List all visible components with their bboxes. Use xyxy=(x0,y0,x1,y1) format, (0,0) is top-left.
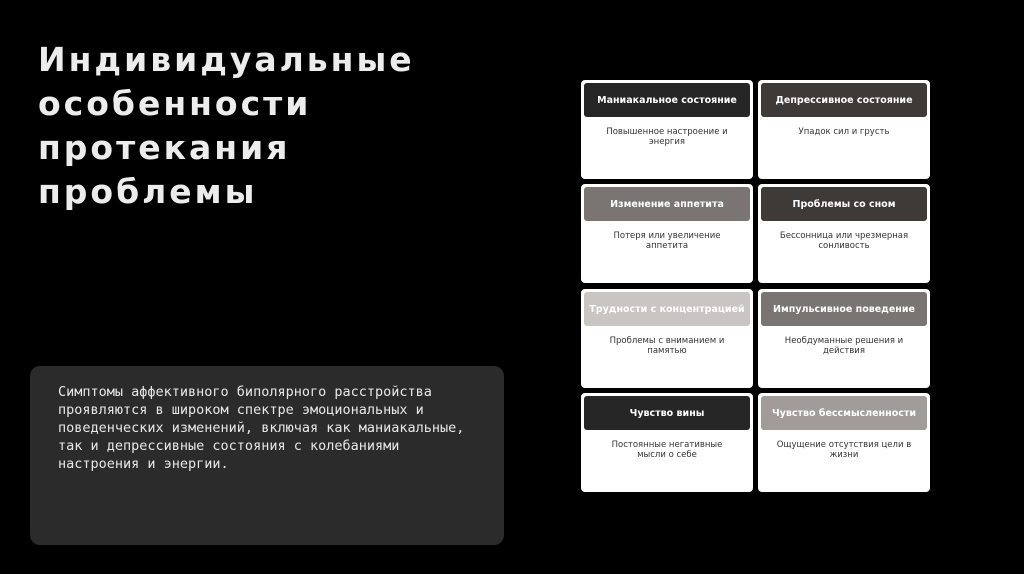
symptom-grid xyxy=(581,80,932,493)
card-heading: Импульсивное поведение xyxy=(761,292,927,326)
card-text: Упадок сил и грусть xyxy=(798,127,890,137)
symptom-card-impulsivity xyxy=(758,289,930,388)
card-text: Ощущение отсутствия цели в жизни xyxy=(776,440,912,460)
card-heading: Чувство вины xyxy=(584,396,750,430)
symptom-card-mania xyxy=(581,80,753,179)
card-text: Необдуманные решения и действия xyxy=(784,336,904,356)
symptom-card-depression xyxy=(758,80,930,179)
card-heading: Маниакальное состояние xyxy=(584,83,750,117)
card-text: Постоянные негативные мысли о себе xyxy=(611,440,723,460)
card-text: Проблемы с вниманием и памятью xyxy=(609,336,725,356)
card-text: Бессонница или чрезмерная сонливость xyxy=(779,231,909,251)
slide-title: Индивидуальные особенности протекания проблемы xyxy=(38,40,415,211)
symptom-card-sleep xyxy=(758,184,930,283)
symptom-card-meaninglessness xyxy=(758,393,930,492)
card-heading: Изменение аппетита xyxy=(584,187,750,221)
card-heading: Трудности с концентрацией xyxy=(584,292,750,326)
card-heading: Депрессивное состояние xyxy=(761,83,927,117)
description-box xyxy=(30,366,504,545)
card-text: Потеря или увеличение аппетита xyxy=(613,231,721,251)
card-text: Повышенное настроение и энергия xyxy=(606,127,728,147)
card-heading: Проблемы со сном xyxy=(761,187,927,221)
symptom-card-appetite xyxy=(581,184,753,283)
card-heading: Чувство бессмысленности xyxy=(761,396,927,430)
symptom-card-guilt xyxy=(581,393,753,492)
symptom-card-concentration xyxy=(581,289,753,388)
description-text: Симптомы аффективного биполярного расстройства проявляются в широком спектре эмоциональных и поведенческих изменений, включая как маниакальные, так и депрессивные состояния с колебаниями настроения и энергии. xyxy=(58,384,465,472)
